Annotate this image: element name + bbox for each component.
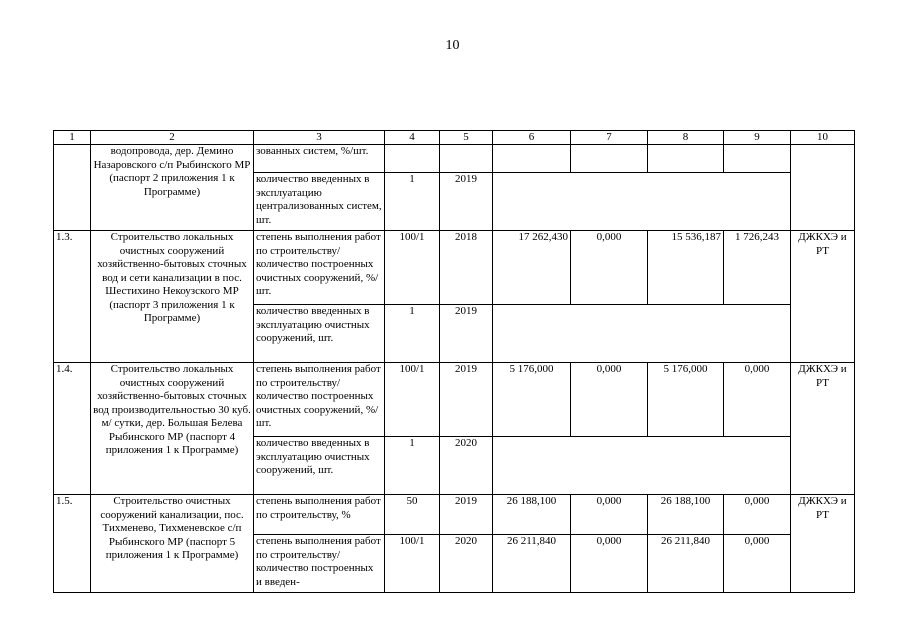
- indicator-cell: степень выполнения работ по строительству/ количество построенных очистных сооружений, %/шт.: [254, 231, 385, 305]
- amount-cell: 5 176,000: [648, 363, 724, 437]
- value-cell: [493, 437, 791, 495]
- indicator-cell: количество введенных в эксплуатацию очистных сооружений, шт.: [254, 437, 385, 495]
- header-cell: 3: [254, 131, 385, 145]
- amount-cell: 0,000: [571, 535, 648, 593]
- header-cell: 4: [385, 131, 440, 145]
- indicator-cell: степень выполнения работ по строительству, %: [254, 495, 385, 535]
- executor-cell: ДЖКХЭ и РТ: [791, 495, 855, 593]
- year-cell: 2020: [440, 535, 493, 593]
- row-number-cell: [54, 145, 91, 231]
- indicator-cell: зованных систем, %/шт.: [254, 145, 385, 173]
- year-cell: 2019: [440, 305, 493, 363]
- amount-cell: 26 188,100: [648, 495, 724, 535]
- year-cell: 2019: [440, 173, 493, 231]
- amount-cell: 15 536,187: [648, 231, 724, 305]
- year-cell: 2020: [440, 437, 493, 495]
- page-number: 10: [445, 38, 460, 53]
- header-cell: 7: [571, 131, 648, 145]
- amount-cell: 0,000: [724, 495, 791, 535]
- value-cell: 50: [385, 495, 440, 535]
- value-cell: 1: [385, 437, 440, 495]
- value-cell: [648, 145, 724, 173]
- item-name-cell: Строительство локальных очистных сооружений хозяйственно-бытовых сточных вод производительностью 30 куб. м/ сутки, дер. Большая Белева Рыбинского МР (паспорт 4 приложения 1 к Программе): [91, 363, 254, 495]
- year-cell: 2019: [440, 495, 493, 535]
- table-row: [54, 145, 855, 173]
- table-header-row: [54, 131, 855, 145]
- value-cell: 100/1: [385, 535, 440, 593]
- amount-cell: 17 262,430: [493, 231, 571, 305]
- indicator-cell: степень выполнения работ по строительству/ количество построенных и введен-: [254, 535, 385, 593]
- amount-cell: 0,000: [571, 363, 648, 437]
- value-cell: [385, 145, 440, 173]
- year-cell: 2019: [440, 363, 493, 437]
- indicator-cell: количество введенных в эксплуатацию централизованных систем, шт.: [254, 173, 385, 231]
- amount-cell: 0,000: [571, 231, 648, 305]
- value-cell: [493, 305, 791, 363]
- item-name-cell: Строительство очистных сооружений канализации, пос. Тихменево, Тихменевское с/п Рыбинского МР (паспорт 5 приложения 1 к Программе): [91, 495, 254, 593]
- amount-cell: 0,000: [724, 363, 791, 437]
- header-cell: 1: [54, 131, 91, 145]
- amount-cell: 1 726,243: [724, 231, 791, 305]
- value-cell: [571, 145, 648, 173]
- executor-cell: [791, 145, 855, 231]
- amount-cell: 0,000: [724, 535, 791, 593]
- item-name-cell: водопровода, дер. Демино Назаровского с/п Рыбинского МР (паспорт 2 приложения 1 к Программе): [91, 145, 254, 231]
- value-cell: [440, 145, 493, 173]
- year-cell: 2018: [440, 231, 493, 305]
- value-cell: 1: [385, 173, 440, 231]
- program-table: [53, 130, 855, 593]
- amount-cell: 26 211,840: [648, 535, 724, 593]
- table-row: [54, 495, 855, 535]
- indicator-cell: степень выполнения работ по строительству/ количество построенных очистных сооружений, %/шт.: [254, 363, 385, 437]
- row-number-cell: 1.3.: [54, 231, 91, 363]
- amount-cell: 26 211,840: [493, 535, 571, 593]
- table-row: [54, 231, 855, 305]
- value-cell: [493, 145, 571, 173]
- header-cell: 2: [91, 131, 254, 145]
- header-cell: 8: [648, 131, 724, 145]
- value-cell: 100/1: [385, 363, 440, 437]
- row-number-cell: 1.4.: [54, 363, 91, 495]
- item-name-cell: Строительство локальных очистных сооружений хозяйственно-бытовых сточных вод и сети канализации в пос. Шестихино Некоузского МР (паспорт 3 приложения 1 к Программе): [91, 231, 254, 363]
- amount-cell: 26 188,100: [493, 495, 571, 535]
- amount-cell: 5 176,000: [493, 363, 571, 437]
- table-row: [54, 363, 855, 437]
- value-cell: [493, 173, 791, 231]
- row-number-cell: 1.5.: [54, 495, 91, 593]
- value-cell: [724, 145, 791, 173]
- value-cell: 100/1: [385, 231, 440, 305]
- value-cell: 1: [385, 305, 440, 363]
- amount-cell: 0,000: [571, 495, 648, 535]
- executor-cell: ДЖКХЭ и РТ: [791, 231, 855, 363]
- header-cell: 10: [791, 131, 855, 145]
- header-cell: 9: [724, 131, 791, 145]
- header-cell: 6: [493, 131, 571, 145]
- executor-cell: ДЖКХЭ и РТ: [791, 363, 855, 495]
- indicator-cell: количество введенных в эксплуатацию очистных сооружений, шт.: [254, 305, 385, 363]
- header-cell: 5: [440, 131, 493, 145]
